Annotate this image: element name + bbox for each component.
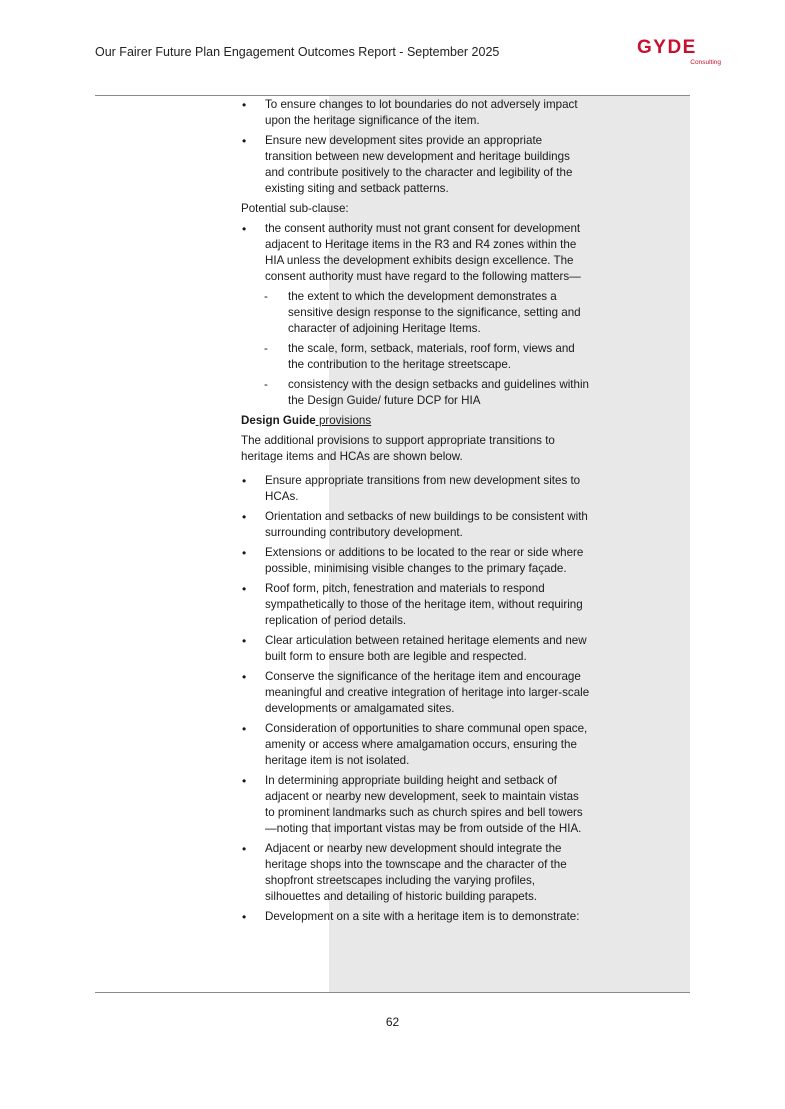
potential-subclause-label: Potential sub-clause: [241,202,349,215]
list-item: • Clear articulation between retained heritage elements and new built form to ensure both are legible and respected. [241,633,591,665]
list-item: • Conserve the significance of the heritage item and encourage meaningful and creative integration of heritage into larger-scale developments or amalgamated sites. [241,669,591,717]
list-item: • Development on a site with a heritage item is to demonstrate: [241,909,591,925]
design-guide-heading-bold: Design Guide [241,414,316,427]
list-item: • Orientation and setbacks of new buildings to be consistent with surrounding contributory development. [241,509,591,541]
dash-item: - consistency with the design setbacks and guidelines within the Design Guide/ future DCP for HIA [241,377,591,409]
gyde-logo [637,38,727,70]
list-item: • Adjacent or nearby new development should integrate the heritage shops into the townscape and the character of the shopfront streetscapes including the varying profiles, silhouettes and detailing of historic building parapets. [241,841,591,905]
dash-item: - the scale, form, setback, materials, roof form, views and the contribution to the heritage streetscape. [241,341,591,373]
list-item: • Consideration of opportunities to share communal open space, amenity or access where amalgamation occurs, ensuring the heritage item is not isolated. [241,721,591,769]
dash-list [241,289,591,409]
list-item: • Extensions or additions to be located to the rear or side where possible, minimising visible changes to the primary façade. [241,545,591,577]
logo-word: GYDE [637,37,697,58]
list-item: • Roof form, pitch, fenestration and materials to respond sympathetically to those of the heritage item, without requiring replication of period details. [241,581,591,629]
design-guide-intro: The additional provisions to support appropriate transitions to heritage items and HCAs are shown below. [241,434,555,463]
design-bullet-list [241,473,591,925]
subclause-list [241,221,591,285]
page-number: 62 [385,1015,400,1029]
list-item: • the consent authority must not grant consent for development adjacent to Heritage items in the R3 and R4 zones within the HIA unless the development exhibits design excellence. The consent authority must have regard to the following matters— [241,221,591,285]
list-item: • To ensure changes to lot boundaries do not adversely impact upon the heritage significance of the item. [241,97,591,129]
list-item: • Ensure appropriate transitions from new development sites to HCAs. [241,473,591,505]
page-header-title: Our Fairer Future Plan Engagement Outcomes Report - September 2025 [95,45,500,59]
top-bullet-list [241,97,591,197]
list-item: • In determining appropriate building height and setback of adjacent or nearby new development, seek to maintain vistas to prominent landmarks such as church spires and bell towers—noting that important vistas may be from outside of the HIA. [241,773,591,837]
table-content [241,97,591,929]
design-guide-heading-link: provisions [315,414,372,427]
logo-subtitle: Consulting [690,59,721,66]
list-item: • Ensure new development sites provide an appropriate transition between new development and heritage buildings and contribute positively to the character and legibility of the existing siting and setback patterns. [241,133,591,197]
dash-item: - the extent to which the development demonstrates a sensitive design response to the significance, setting and character of adjoining Heritage Items. [241,289,591,337]
design-guide-heading [241,413,591,429]
